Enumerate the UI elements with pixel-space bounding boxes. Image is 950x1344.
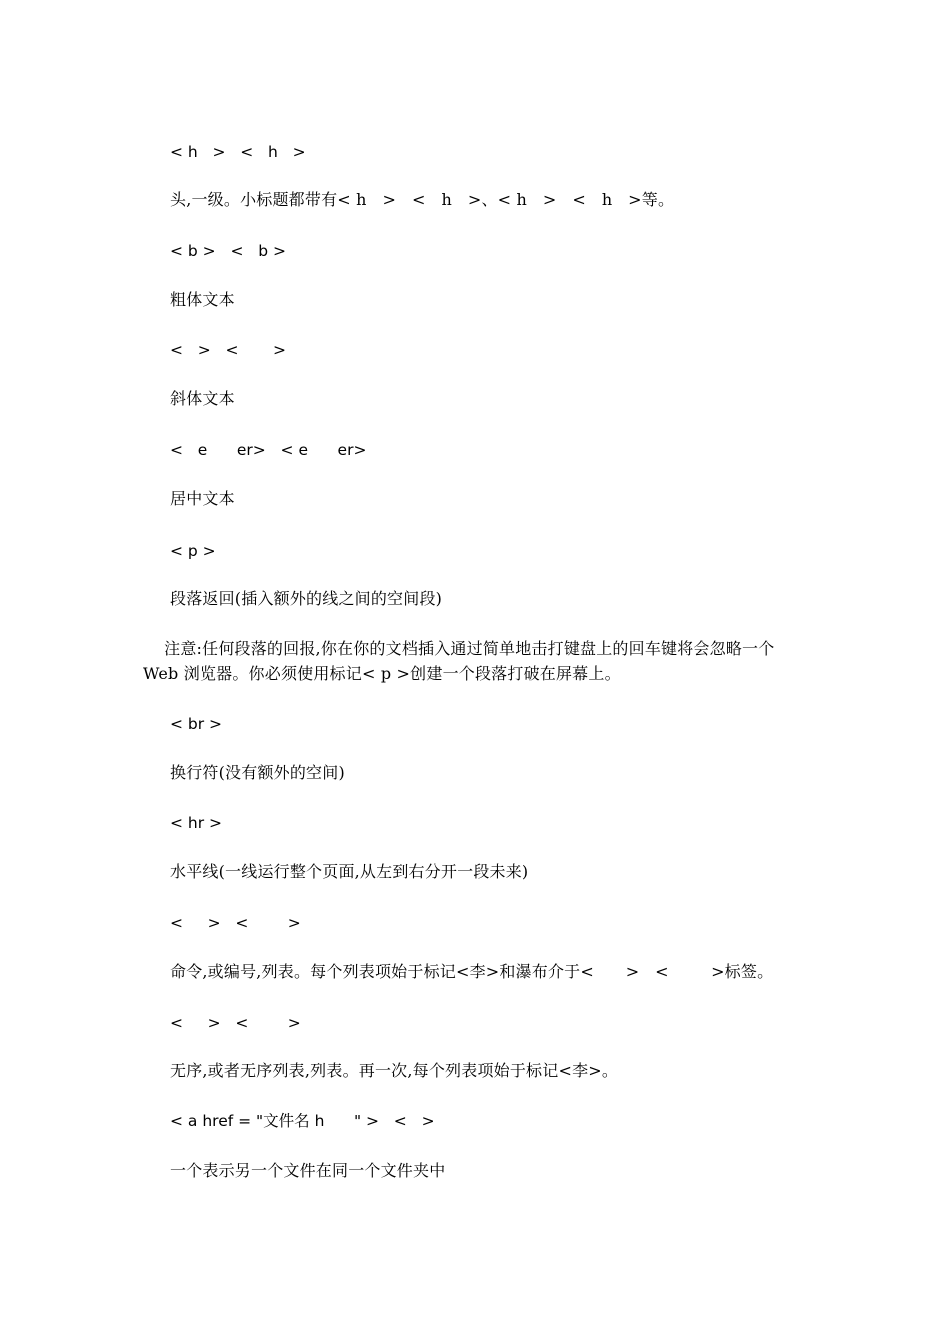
tag-line-center: < e er> < e er> <box>170 441 367 459</box>
tag-line-h: < h > < h > <box>170 143 306 161</box>
link-description: 一个表示另一个文件在同一个文件夹中 <box>170 1161 446 1180</box>
br-description: 换行符(没有额外的空间) <box>170 763 345 782</box>
tag-line-p: < p > <box>170 542 216 560</box>
paragraph-description: 段落返回(插入额外的线之间的空间段) <box>170 589 443 608</box>
tag-line-b: < b > < b > <box>170 242 286 260</box>
italic-description: 斜体文本 <box>170 389 235 408</box>
tag-line-hr: < hr > <box>170 814 223 832</box>
tag-line-a-href: < a href = "文件名 h " > < > <box>170 1112 435 1130</box>
note-line-2: Web 浏览器。你必须使用标记< p >创建一个段落打破在屏幕上。 <box>143 664 621 683</box>
ol-description: 命令,或编号,列表。每个列表项始于标记<李>和瀑布介于< > < >标签。 <box>170 962 774 981</box>
hr-description: 水平线(一线运行整个页面,从左到右分开一段未来) <box>170 862 529 881</box>
heading-description: 头,一级。小标题都带有< h > < h >、< h > < h >等。 <box>170 190 675 209</box>
tag-line-br: < br > <box>170 715 223 733</box>
tag-line-ul: < > < > <box>170 1014 301 1032</box>
ul-description: 无序,或者无序列表,列表。再一次,每个列表项始于标记<李>。 <box>170 1061 619 1080</box>
center-description: 居中文本 <box>170 489 235 508</box>
note-line-1: 注意:任何段落的回报,你在你的文档插入通过简单地击打键盘上的回车键将会忽略一个 <box>143 639 775 658</box>
tag-line-ol: < > < > <box>170 914 301 932</box>
bold-description: 粗体文本 <box>170 290 235 309</box>
tag-line-i: < > < > <box>170 341 287 359</box>
